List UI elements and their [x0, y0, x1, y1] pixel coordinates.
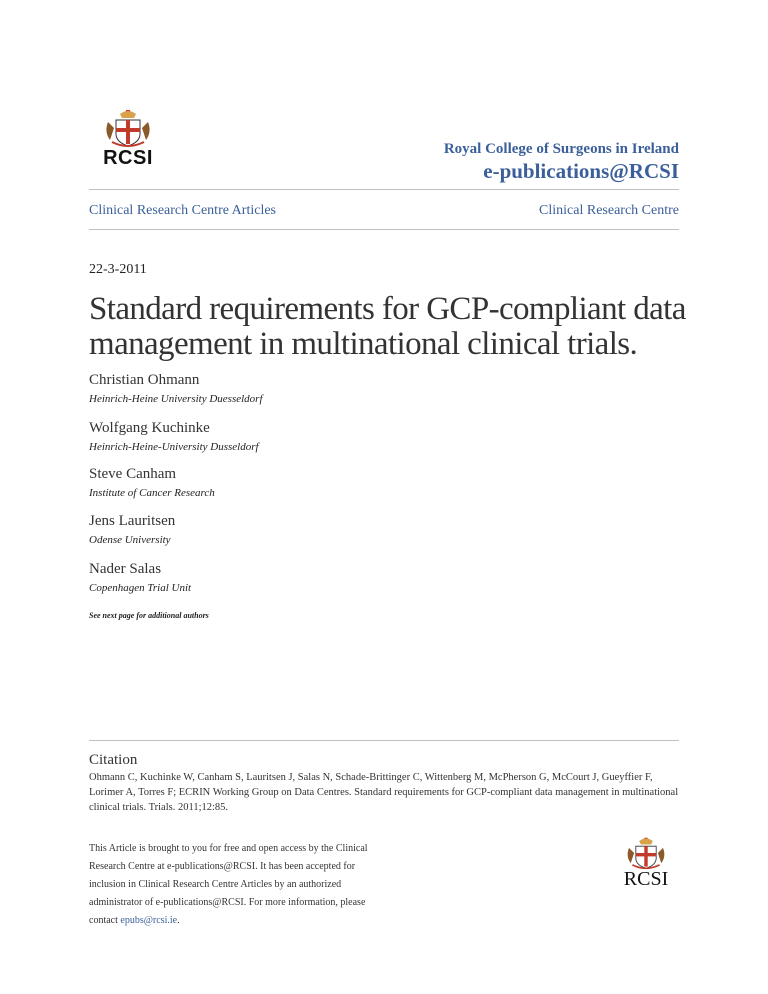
access-notice	[89, 840, 379, 930]
repository-name[interactable]: e-publications@RCSI	[483, 159, 679, 183]
nav-divider	[89, 229, 679, 230]
header-divider	[89, 189, 679, 190]
author-entry	[89, 466, 215, 499]
author-affiliation: Heinrich-Heine University Duesseldorf	[89, 393, 263, 405]
author-name: Christian Ohmann	[89, 372, 200, 388]
author-name: Nader Salas	[89, 561, 162, 577]
author-entry	[89, 420, 259, 453]
citation-heading: Citation	[89, 752, 138, 768]
publication-date: 22-3-2011	[89, 262, 147, 277]
author-name: Jens Lauritsen	[89, 513, 176, 529]
rcsi-logo-text: RCSI	[103, 147, 153, 169]
contact-email-link[interactable]: epubs@rcsi.ie	[120, 915, 178, 926]
additional-authors-note: See next page for additional authors	[89, 611, 209, 620]
author-affiliation: Heinrich-Heine-University Dusseldorf	[89, 441, 259, 453]
author-name: Wolfgang Kuchinke	[89, 420, 210, 436]
citation-text: Ohmann C, Kuchinke W, Canham S, Lauritsen J, Salas N, Schade-Brittinger C, Wittenberg M, McPherson G, McCourt J, Gueyffier F, Lorimer A, Torres F; ECRIN Working Group on Data Centres. Standard requirements for GCP-compliant data management in multinational clinical trials. Trials. 2011;12:85.	[89, 772, 679, 813]
author-affiliation: Copenhagen Trial Unit	[89, 582, 192, 594]
citation-divider	[89, 740, 679, 741]
author-entry	[89, 372, 263, 405]
author-entry	[89, 561, 191, 594]
institution-name[interactable]: Royal College of Surgeons in Ireland	[443, 141, 679, 157]
rcsi-logo-text: RCSI	[623, 868, 669, 890]
author-affiliation: Odense University	[89, 534, 171, 546]
notice-text: This Article is brought to you for free and open access by the Clinical Research Centre at e-publications@RCSI. It has been accepted for inclusion in Clinical Research Centre Articles by an authorized administrator of e-publications@RCSI. For more information, please contact	[89, 843, 368, 926]
author-affiliation: Institute of Cancer Research	[89, 487, 215, 499]
author-name: Steve Canham	[89, 466, 177, 482]
notice-end: .	[177, 915, 180, 926]
article-title: Standard requirements for GCP-compliant data management in multinational clinical trials.	[89, 291, 686, 362]
department-link[interactable]: Clinical Research Centre	[539, 203, 679, 218]
collection-link[interactable]: Clinical Research Centre Articles	[89, 203, 276, 218]
author-entry	[89, 513, 175, 546]
